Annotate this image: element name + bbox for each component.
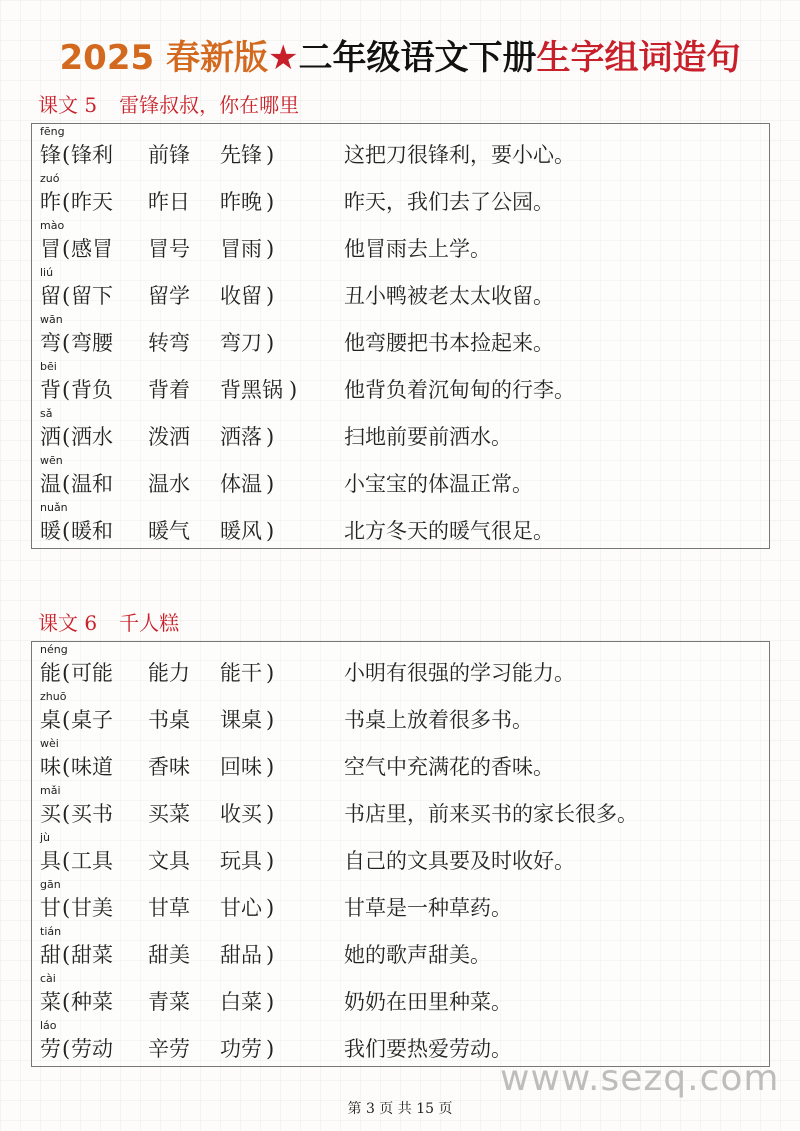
- close-paren: ): [266, 331, 275, 355]
- word-2: 甜美: [148, 943, 190, 967]
- table-row: [32, 453, 769, 500]
- page-title: [0, 28, 800, 88]
- open-paren: (: [62, 378, 71, 402]
- pinyin: wèi: [40, 737, 59, 750]
- open-paren: (: [62, 425, 71, 449]
- close-paren: ): [266, 237, 275, 261]
- pinyin: gān: [40, 878, 61, 891]
- close-paren: ): [266, 755, 275, 779]
- pinyin: cài: [40, 972, 56, 985]
- table-row: [32, 830, 769, 877]
- word-2: 温水: [148, 472, 190, 496]
- open-paren: (: [62, 896, 71, 920]
- close-paren: ): [266, 661, 275, 685]
- word-3: 暖风: [220, 519, 262, 543]
- title-year: 2025: [59, 38, 155, 78]
- example-sentence: 空气中充满花的香味。: [344, 755, 554, 779]
- word-3: 洒落: [220, 425, 262, 449]
- word-1: 感冒: [71, 237, 113, 261]
- lesson-title: 雷锋叔叔，你在哪里: [119, 93, 300, 117]
- word-3: 弯刀: [220, 331, 262, 355]
- word-3: 玩具: [220, 849, 262, 873]
- table-row: [32, 971, 769, 1018]
- pinyin: mǎi: [40, 784, 61, 797]
- target-character: 锋: [40, 143, 61, 167]
- target-character: 甘: [40, 896, 61, 920]
- word-3: 回味: [220, 755, 262, 779]
- title-topic: 生字组词造句: [536, 38, 741, 78]
- open-paren: (: [62, 755, 71, 779]
- word-2: 文具: [148, 849, 190, 873]
- table-row: [32, 359, 769, 406]
- open-paren: (: [62, 472, 71, 496]
- target-character: 具: [40, 849, 61, 873]
- table-row: [32, 171, 769, 218]
- pinyin: tián: [40, 925, 62, 938]
- example-sentence: 我们要热爱劳动。: [344, 1037, 512, 1061]
- example-sentence: 昨天，我们去了公园。: [344, 190, 554, 214]
- example-sentence: 这把刀很锋利，要小心。: [344, 143, 575, 167]
- word-2: 香味: [148, 755, 190, 779]
- word-3: 甜品: [220, 943, 262, 967]
- close-paren: ): [266, 990, 275, 1014]
- target-character: 甜: [40, 943, 61, 967]
- table-row: [32, 265, 769, 312]
- word-3: 先锋: [220, 143, 262, 167]
- open-paren: (: [62, 519, 71, 543]
- pinyin: nuǎn: [40, 501, 68, 514]
- close-paren: ): [266, 708, 275, 732]
- target-character: 能: [40, 661, 61, 685]
- close-paren: ): [266, 425, 275, 449]
- word-table-lesson-6: [31, 641, 770, 1067]
- pinyin: láo: [40, 1019, 57, 1032]
- example-sentence: 奶奶在田里种菜。: [344, 990, 512, 1014]
- example-sentence: 书店里，前来买书的家长很多。: [344, 802, 638, 826]
- pinyin: fēng: [40, 125, 65, 138]
- open-paren: (: [62, 190, 71, 214]
- word-3: 昨晚: [220, 190, 262, 214]
- example-sentence: 小宝宝的体温正常。: [344, 472, 533, 496]
- target-character: 留: [40, 284, 61, 308]
- lesson-heading-6: [38, 608, 201, 638]
- close-paren: ): [266, 143, 275, 167]
- pinyin: jù: [40, 831, 51, 844]
- title-grade: 二年级语文下册: [298, 38, 537, 78]
- table-row: [32, 924, 769, 971]
- word-2: 留学: [148, 284, 190, 308]
- pinyin: wān: [40, 313, 63, 326]
- word-2: 冒号: [148, 237, 190, 261]
- target-character: 暖: [40, 519, 61, 543]
- open-paren: (: [62, 802, 71, 826]
- close-paren: ): [266, 802, 275, 826]
- word-1: 买书: [71, 802, 113, 826]
- page-number: 第 3 页 共 15 页: [347, 1101, 453, 1117]
- example-sentence: 丑小鸭被老太太收留。: [344, 284, 554, 308]
- close-paren: ): [266, 849, 275, 873]
- close-paren: ): [266, 896, 275, 920]
- example-sentence: 北方冬天的暖气很足。: [344, 519, 554, 543]
- table-row: [32, 689, 769, 736]
- pinyin: néng: [40, 643, 68, 656]
- table-row: [32, 500, 769, 547]
- open-paren: (: [62, 849, 71, 873]
- word-2: 书桌: [148, 708, 190, 732]
- target-character: 菜: [40, 990, 61, 1014]
- lesson-heading-5: [38, 90, 321, 120]
- word-1: 味道: [71, 755, 113, 779]
- target-character: 冒: [40, 237, 61, 261]
- lesson-number: 课文 5: [38, 93, 98, 117]
- example-sentence: 甘草是一种草药。: [344, 896, 512, 920]
- lesson-number: 课文 6: [38, 611, 98, 635]
- pinyin: zuó: [40, 172, 60, 185]
- close-paren: ): [266, 190, 275, 214]
- word-1: 洒水: [71, 425, 113, 449]
- open-paren: (: [62, 708, 71, 732]
- pinyin: liú: [40, 266, 54, 279]
- table-row: [32, 406, 769, 453]
- pinyin: zhuō: [40, 690, 67, 703]
- word-3: 背黑锅: [220, 378, 283, 402]
- word-1: 甜菜: [71, 943, 113, 967]
- word-1: 种菜: [71, 990, 113, 1014]
- word-1: 温和: [71, 472, 113, 496]
- pinyin: mào: [40, 219, 65, 232]
- table-row: [32, 642, 769, 689]
- close-paren: ): [266, 1037, 275, 1061]
- target-character: 温: [40, 472, 61, 496]
- word-1: 留下: [71, 284, 113, 308]
- table-row: [32, 877, 769, 924]
- word-3: 收买: [220, 802, 262, 826]
- table-row: [32, 124, 769, 171]
- word-1: 可能: [71, 661, 113, 685]
- target-character: 背: [40, 378, 61, 402]
- word-2: 青菜: [148, 990, 190, 1014]
- word-table-lesson-5: [31, 123, 770, 549]
- word-2: 泼洒: [148, 425, 190, 449]
- table-row: [32, 736, 769, 783]
- word-2: 辛劳: [148, 1037, 190, 1061]
- close-paren: ): [266, 472, 275, 496]
- close-paren: ): [266, 284, 275, 308]
- open-paren: (: [62, 284, 71, 308]
- word-1: 背负: [71, 378, 113, 402]
- word-3: 课桌: [220, 708, 262, 732]
- open-paren: (: [62, 990, 71, 1014]
- word-1: 工具: [71, 849, 113, 873]
- example-sentence: 扫地前要前洒水。: [344, 425, 512, 449]
- pinyin: sǎ: [40, 407, 53, 420]
- word-2: 转弯: [148, 331, 190, 355]
- close-paren: ): [266, 519, 275, 543]
- word-2: 昨日: [148, 190, 190, 214]
- word-1: 锋利: [71, 143, 113, 167]
- word-1: 弯腰: [71, 331, 113, 355]
- target-character: 洒: [40, 425, 61, 449]
- word-2: 背着: [148, 378, 190, 402]
- example-sentence: 他背负着沉甸甸的行李。: [344, 378, 575, 402]
- example-sentence: 自己的文具要及时收好。: [344, 849, 575, 873]
- word-2: 前锋: [148, 143, 190, 167]
- title-edition: 春新版: [166, 38, 268, 78]
- pinyin: bēi: [40, 360, 57, 373]
- word-3: 能干: [220, 661, 262, 685]
- word-1: 昨天: [71, 190, 113, 214]
- open-paren: (: [62, 661, 71, 685]
- open-paren: (: [62, 237, 71, 261]
- table-row: [32, 312, 769, 359]
- table-row: [32, 218, 769, 265]
- close-paren: ): [289, 378, 298, 402]
- target-character: 弯: [40, 331, 61, 355]
- word-3: 甘心: [220, 896, 262, 920]
- table-row: [32, 783, 769, 830]
- open-paren: (: [62, 1037, 71, 1061]
- word-1: 甘美: [71, 896, 113, 920]
- word-3: 功劳: [220, 1037, 262, 1061]
- example-sentence: 他冒雨去上学。: [344, 237, 491, 261]
- target-character: 买: [40, 802, 61, 826]
- word-1: 桌子: [71, 708, 113, 732]
- pinyin: wēn: [40, 454, 63, 467]
- word-1: 暖和: [71, 519, 113, 543]
- word-3: 白菜: [220, 990, 262, 1014]
- target-character: 味: [40, 755, 61, 779]
- word-2: 甘草: [148, 896, 190, 920]
- word-3: 体温: [220, 472, 262, 496]
- open-paren: (: [62, 143, 71, 167]
- target-character: 劳: [40, 1037, 61, 1061]
- word-2: 买菜: [148, 802, 190, 826]
- word-2: 能力: [148, 661, 190, 685]
- watermark: www.sezq.com: [500, 1058, 780, 1099]
- example-sentence: 她的歌声甜美。: [344, 943, 491, 967]
- example-sentence: 书桌上放着很多书。: [344, 708, 533, 732]
- target-character: 昨: [40, 190, 61, 214]
- word-3: 收留: [220, 284, 262, 308]
- lesson-title: 千人糕: [119, 611, 180, 635]
- open-paren: (: [62, 943, 71, 967]
- word-1: 劳动: [71, 1037, 113, 1061]
- example-sentence: 小明有很强的学习能力。: [344, 661, 575, 685]
- target-character: 桌: [40, 708, 61, 732]
- close-paren: ): [266, 943, 275, 967]
- example-sentence: 他弯腰把书本捡起来。: [344, 331, 554, 355]
- star-icon: ★: [268, 38, 299, 78]
- open-paren: (: [62, 331, 71, 355]
- word-3: 冒雨: [220, 237, 262, 261]
- word-2: 暖气: [148, 519, 190, 543]
